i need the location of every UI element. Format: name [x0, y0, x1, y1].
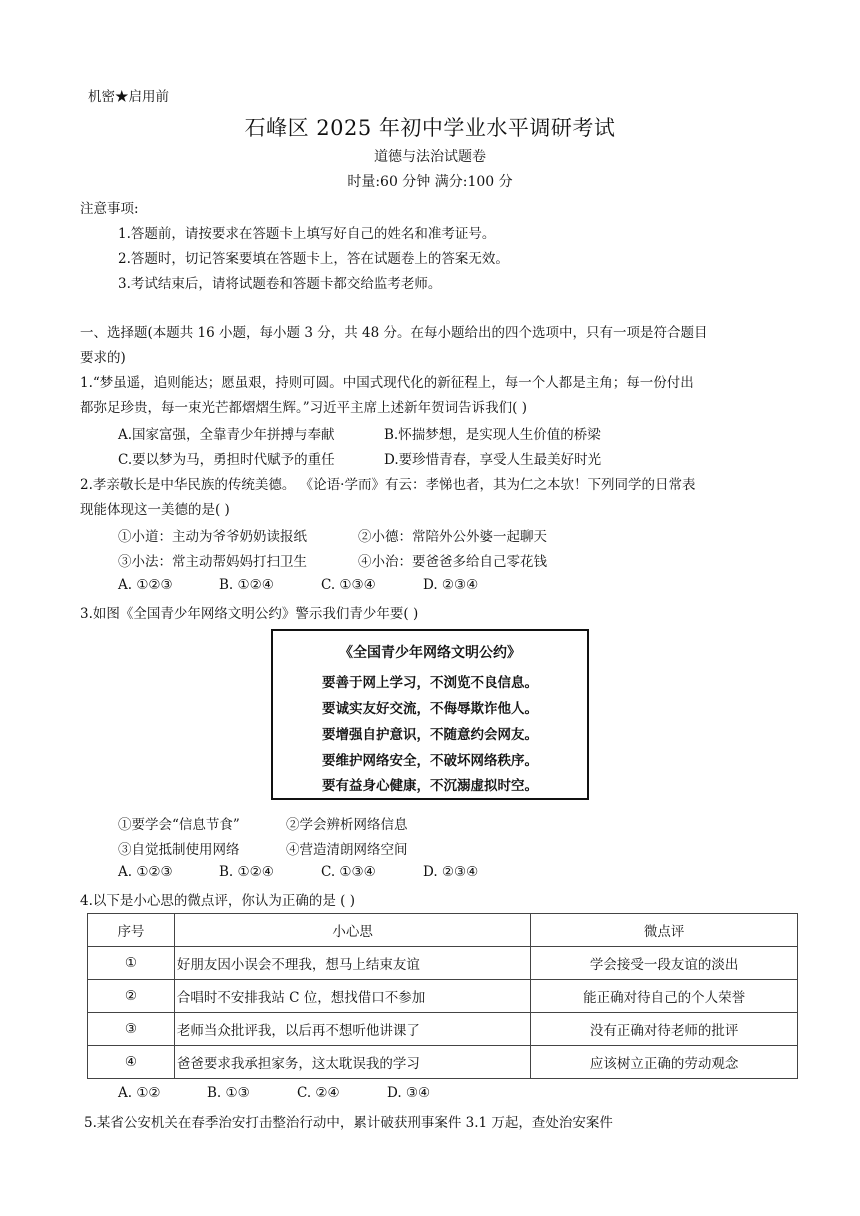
q2-statement-3: ③小法：常主动帮妈妈打扫卫生 [118, 554, 307, 570]
poster-line: 要有益身心健康，不沉溺虚拟时空。 [322, 778, 538, 794]
confidential-label: 机密★启用前 [88, 89, 169, 105]
table-cell: 爸爸要求我承担家务，这太耽误我的学习 [174, 1046, 530, 1079]
q4-option-d: D. ③④ [387, 1085, 431, 1101]
table-header: 微点评 [531, 914, 798, 947]
poster-title: 《全国青少年网络文明公约》 [339, 645, 521, 661]
table-cell: 老师当众批评我，以后再不想听他讲课了 [174, 1013, 530, 1046]
table-cell: ② [88, 980, 175, 1013]
q1-option-c: C.要以梦为马，勇担时代赋予的重任 [118, 452, 335, 468]
notice-item-3: 3.考试结束后，请将试题卷和答题卡都交给监考老师。 [118, 276, 442, 292]
q2-statement-1: ①小道：主动为爷爷奶奶读报纸 [118, 529, 307, 545]
table-cell: 没有正确对待老师的批评 [531, 1013, 798, 1046]
q1-stem: 1.“梦虽遥，追则能达；愿虽艰，持则可圆。中国式现代化的新征程上，每一个人都是主角；每一份付出 [80, 375, 694, 391]
poster-line: 要善于网上学习，不浏览不良信息。 [322, 675, 538, 691]
poster-line: 要增强自护意识，不随意约会网友。 [322, 727, 538, 743]
table-row [88, 1013, 798, 1046]
table-row [88, 980, 798, 1013]
table-header-row [88, 914, 798, 947]
table-row [88, 1046, 798, 1079]
notice-item-1: 1.答题前，请按要求在答题卡上填写好自己的姓名和准考证号。 [118, 226, 496, 242]
q2-option-d: D. ②③④ [423, 577, 479, 593]
q2-stem-cont: 现能体现这一美德的是( ) [80, 502, 230, 518]
table-cell: 学会接受一段友谊的淡出 [531, 947, 798, 980]
q4-stem: 4.以下是小心思的微点评，你认为正确的是 ( ) [80, 893, 355, 909]
q2-option-b: B. ①②④ [219, 577, 274, 593]
table-cell: ④ [88, 1046, 175, 1079]
q3-statement-2: ②学会辨析网络信息 [286, 817, 408, 833]
q3-stem: 3.如图《全国青少年网络文明公约》警示我们青少年要( ) [80, 606, 419, 622]
q2-stem: 2.孝亲敬长是中华民族的传统美德。 《论语·学而》有云：孝悌也者，其为仁之本欤！下列同学的日常表 [80, 477, 696, 493]
q2-option-a: A. ①②③ [118, 577, 173, 593]
q4-option-b: B. ①③ [207, 1085, 250, 1101]
section1-instructions-cont: 要求的) [80, 350, 126, 366]
notice-item-2: 2.答题时，切记答案要填在答题卡上，答在试题卷上的答案无效。 [118, 251, 509, 267]
section1-instructions: 一、选择题(本题共 16 小题，每小题 3 分，共 48 分。在每小题给出的四个选项中，只有一项是符合题目 [80, 325, 708, 341]
table-cell: 合唱时不安排我站 C 位，想找借口不参加 [174, 980, 530, 1013]
q3-statement-4: ④营造清朗网络空间 [286, 842, 408, 858]
q2-statement-4: ④小治：要爸爸多给自己零花钱 [358, 554, 547, 570]
q2-option-c: C. ①③④ [321, 577, 376, 593]
table-cell: 应该树立正确的劳动观念 [531, 1046, 798, 1079]
notice-heading: 注意事项: [80, 201, 139, 217]
exam-subject: 道德与法治试题卷 [374, 149, 486, 165]
poster-line: 要维护网络安全，不破坏网络秩序。 [322, 753, 538, 769]
q4-option-a: A. ①② [118, 1085, 161, 1101]
exam-title: 石峰区 2025 年初中学业水平调研考试 [244, 116, 616, 140]
q3-option-a: A. ①②③ [118, 864, 173, 880]
q4-option-c: C. ②④ [297, 1085, 340, 1101]
q3-statement-3: ③自觉抵制使用网络 [118, 842, 240, 858]
table-cell: ① [88, 947, 175, 980]
table-row [88, 947, 798, 980]
table-cell: 能正确对待自己的个人荣誉 [531, 980, 798, 1013]
q2-statement-2: ②小德：常陪外公外婆一起聊天 [358, 529, 547, 545]
q1-option-b: B.怀揣梦想，是实现人生价值的桥梁 [384, 427, 601, 443]
table-header: 序号 [88, 914, 175, 947]
q5-stem: 5.某省公安机关在春季治安打击整治行动中，累计破获刑事案件 3.1 万起，查处治安案件 [84, 1115, 613, 1131]
q3-option-d: D. ②③④ [423, 864, 479, 880]
network-convention-poster [271, 629, 589, 800]
q1-stem-cont: 都弥足珍贵，每一束光芒都熠熠生辉。”习近平主席上述新年贺词告诉我们( ) [80, 400, 527, 416]
exam-time-info: 时量:60 分钟 满分:100 分 [347, 174, 513, 190]
table-cell: ③ [88, 1013, 175, 1046]
table-cell: 好朋友因小误会不理我，想马上结束友谊 [174, 947, 530, 980]
q3-option-b: B. ①②④ [219, 864, 274, 880]
q3-statement-1: ①要学会“信息节食” [118, 817, 240, 833]
table-header: 小心思 [174, 914, 530, 947]
q3-option-c: C. ①③④ [321, 864, 376, 880]
poster-line: 要诚实友好交流，不侮辱欺诈他人。 [322, 701, 538, 717]
q4-table [87, 913, 798, 1079]
q1-option-d: D.要珍惜青春，享受人生最美好时光 [384, 452, 602, 468]
q1-option-a: A.国家富强，全靠青少年拼搏与奉献 [118, 427, 335, 443]
